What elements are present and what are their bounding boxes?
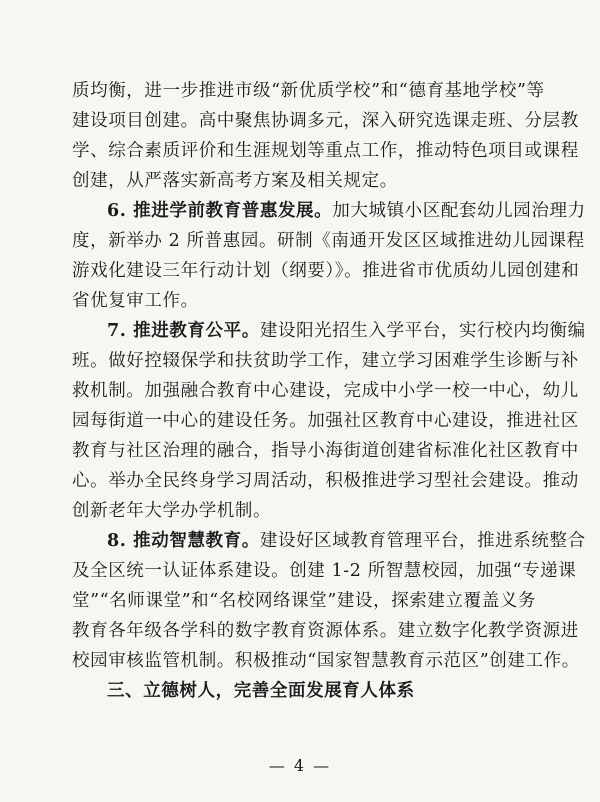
paragraph-1 — [72, 76, 579, 196]
text-line-rest: 建设好区域教育管理平台，推进系统整合 — [259, 531, 586, 551]
text-line: 及全区统一认证体系建设。创建 1-2 所智慧校园，加强“专递课 — [72, 561, 577, 581]
text-line: 园每街道一中心的建设任务。加强社区教育中心建设，推进社区 — [72, 411, 579, 431]
text-line: 堂”“名师课堂”和“名校网络课堂”建设，探索建立覆盖义务 — [72, 591, 537, 611]
text-line — [72, 526, 586, 556]
text-line: 游戏化建设三年行动计划（纲要）》。推进省市优质幼儿园创建和 — [72, 261, 580, 281]
text-line: 教育各年级各学科的数字教育资源体系。建立数字化教学资源进 — [72, 621, 579, 641]
document-body — [72, 76, 586, 706]
text-line: 心。举办全民终身学习周活动，积极推进学习型社会建设。推动 — [72, 471, 579, 491]
section-heading: 三、立德树人，完善全面发展育人体系 — [107, 681, 415, 701]
text-line: 度，新举办 2 所普惠园。研制《南通开发区区域推进幼儿园课程 — [72, 231, 585, 251]
paragraph-7 — [72, 316, 586, 526]
paragraph-6 — [72, 196, 586, 316]
item-heading: 7. 推进教育公平。 — [107, 321, 260, 341]
text-line: 学、综合素质评价和生涯规划等重点工作，推动特色项目或课程 — [72, 141, 579, 161]
item-heading: 8. 推动智慧教育。 — [107, 531, 260, 551]
text-line: 创新老年大学办学机制。 — [72, 501, 272, 521]
page-number: — 4 — — [268, 756, 332, 775]
text-line: 救机制。加强融合教育中心建设，完成中小学一校一中心，幼儿 — [72, 381, 579, 401]
text-line: 教育与社区治理的融合，指导小海街道创建省标准化社区教育中 — [72, 441, 579, 461]
text-line-rest: 建设阳光招生入学平台，实行校内均衡编 — [259, 321, 586, 341]
text-line: 校园审核监管机制。积极推动“国家智慧教育示范区”创建工作。 — [72, 651, 580, 671]
paragraph-8 — [72, 526, 586, 676]
item-heading: 6. 推进学前教育普惠发展。 — [107, 201, 333, 221]
text-line: 创建，从严落实新高考方案及相关规定。 — [72, 171, 398, 191]
text-line: 建设项目创建。高中聚焦协调多元，深入研究选课走班、分层教 — [72, 111, 579, 131]
text-line: 班。做好控辍保学和扶贫助学工作，建立学习困难学生诊断与补 — [72, 351, 579, 371]
text-line: 质均衡，进一步推进市级“新优质学校”和“德育基地学校”等 — [72, 81, 545, 101]
text-line — [72, 316, 586, 346]
text-line — [72, 196, 586, 226]
text-line-rest: 加大城镇小区配套幼儿园治理力 — [332, 201, 586, 221]
text-line: 省优复审工作。 — [72, 291, 199, 311]
